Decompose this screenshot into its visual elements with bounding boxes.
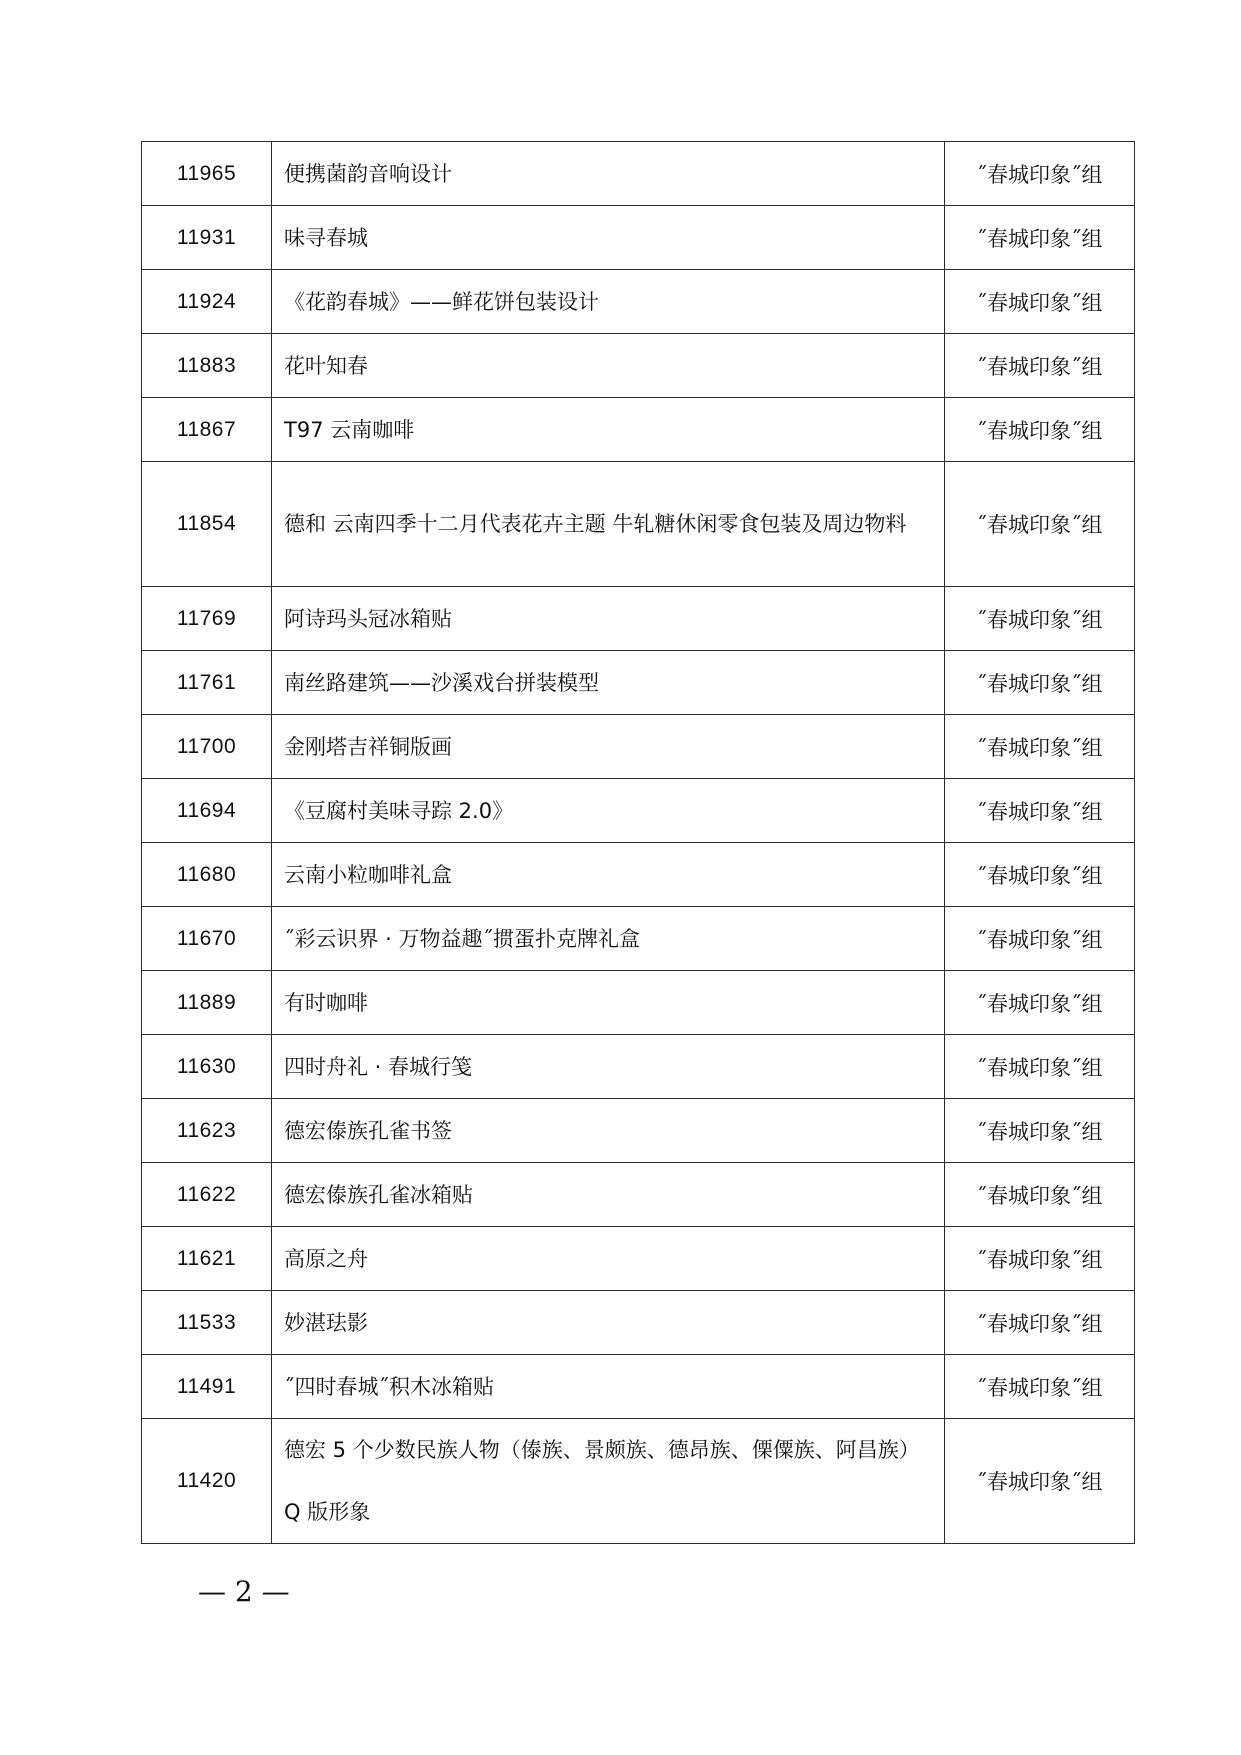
entry-group-cell: ˝春城印象˝组	[945, 715, 1135, 779]
entry-title-cell: 花叶知春	[272, 334, 945, 398]
entry-title-cell: 金刚塔吉祥铜版画	[272, 715, 945, 779]
entry-title-cell: 德宏傣族孔雀冰箱贴	[272, 1163, 945, 1227]
entry-id-cell: 11700	[142, 715, 272, 779]
entry-title-cell: 云南小粒咖啡礼盒	[272, 843, 945, 907]
table-row	[142, 587, 1135, 651]
entry-id-cell: 11965	[142, 142, 272, 206]
entry-id-cell: 11867	[142, 398, 272, 462]
table-row	[142, 1035, 1135, 1099]
entry-title-cell: 味寻春城	[272, 206, 945, 270]
entry-id-cell: 11889	[142, 971, 272, 1035]
table-row	[142, 206, 1135, 270]
table-row	[142, 142, 1135, 206]
entry-title-cell: 阿诗玛头冠冰箱贴	[272, 587, 945, 651]
table-row	[142, 1163, 1135, 1227]
entry-group-cell: ˝春城印象˝组	[945, 462, 1135, 587]
entry-id-cell: 11670	[142, 907, 272, 971]
entry-id-cell: 11854	[142, 462, 272, 587]
entry-group-cell: ˝春城印象˝组	[945, 1099, 1135, 1163]
entry-title-cell: 有时咖啡	[272, 971, 945, 1035]
table-row	[142, 334, 1135, 398]
table-row	[142, 715, 1135, 779]
entry-group-cell: ˝春城印象˝组	[945, 334, 1135, 398]
entry-title-cell: 德宏傣族孔雀书签	[272, 1099, 945, 1163]
entry-title-cell: 妙湛珐影	[272, 1291, 945, 1355]
entry-id-cell: 11769	[142, 587, 272, 651]
table-row	[142, 1227, 1135, 1291]
table-row	[142, 1099, 1135, 1163]
entry-group-cell: ˝春城印象˝组	[945, 1227, 1135, 1291]
entry-group-cell: ˝春城印象˝组	[945, 843, 1135, 907]
table-row	[142, 651, 1135, 715]
entry-group-cell: ˝春城印象˝组	[945, 142, 1135, 206]
entry-group-cell: ˝春城印象˝组	[945, 270, 1135, 334]
table-row	[142, 270, 1135, 334]
entry-title-cell: 四时舟礼 · 春城行笺	[272, 1035, 945, 1099]
entry-title-cell: 高原之舟	[272, 1227, 945, 1291]
document-table-wrapper	[141, 141, 1103, 1544]
entry-id-cell: 11630	[142, 1035, 272, 1099]
entry-title-cell: 《豆腐村美味寻踪 2.0》	[272, 779, 945, 843]
entry-group-cell: ˝春城印象˝组	[945, 1291, 1135, 1355]
entry-id-cell: 11491	[142, 1355, 272, 1419]
entry-title-cell: 便携菌韵音响设计	[272, 142, 945, 206]
entry-id-cell: 11680	[142, 843, 272, 907]
table-row	[142, 1419, 1135, 1544]
entry-group-cell: ˝春城印象˝组	[945, 1355, 1135, 1419]
table-row	[142, 971, 1135, 1035]
entry-title-cell: 德和 云南四季十二月代表花卉主题 牛轧糖休闲零食包装及周边物料	[272, 462, 945, 587]
entry-id-cell: 11924	[142, 270, 272, 334]
entry-group-cell: ˝春城印象˝组	[945, 971, 1135, 1035]
entry-id-cell: 11621	[142, 1227, 272, 1291]
table-row	[142, 907, 1135, 971]
entry-group-cell: ˝春城印象˝组	[945, 1163, 1135, 1227]
entry-title-cell: 南丝路建筑——沙溪戏台拼装模型	[272, 651, 945, 715]
entry-id-cell: 11761	[142, 651, 272, 715]
entry-title-cell: ˝彩云识界 · 万物益趣˝掼蛋扑克牌礼盒	[272, 907, 945, 971]
table-row	[142, 1291, 1135, 1355]
entry-id-cell: 11623	[142, 1099, 272, 1163]
entry-group-cell: ˝春城印象˝组	[945, 398, 1135, 462]
table-row	[142, 1355, 1135, 1419]
table-row	[142, 843, 1135, 907]
entry-title-cell: ˝四时春城˝积木冰箱贴	[272, 1355, 945, 1419]
entry-group-cell: ˝春城印象˝组	[945, 907, 1135, 971]
entry-group-cell: ˝春城印象˝组	[945, 779, 1135, 843]
entry-id-cell: 11883	[142, 334, 272, 398]
entry-group-cell: ˝春城印象˝组	[945, 587, 1135, 651]
entry-id-cell: 11420	[142, 1419, 272, 1544]
page-number: — 2 —	[198, 1575, 290, 1608]
entry-group-cell: ˝春城印象˝组	[945, 1035, 1135, 1099]
entry-id-cell: 11622	[142, 1163, 272, 1227]
table-row	[142, 398, 1135, 462]
table-row	[142, 779, 1135, 843]
entry-title-cell: T97 云南咖啡	[272, 398, 945, 462]
table-row	[142, 462, 1135, 587]
entry-group-cell: ˝春城印象˝组	[945, 651, 1135, 715]
entry-id-cell: 11931	[142, 206, 272, 270]
entries-table-body	[142, 142, 1135, 1544]
entry-group-cell: ˝春城印象˝组	[945, 206, 1135, 270]
entry-id-cell: 11694	[142, 779, 272, 843]
entry-group-cell: ˝春城印象˝组	[945, 1419, 1135, 1544]
entry-id-cell: 11533	[142, 1291, 272, 1355]
entry-title-cell: 《花韵春城》——鲜花饼包装设计	[272, 270, 945, 334]
entry-title-cell: 德宏 5 个少数民族人物（傣族、景颇族、德昂族、傈僳族、阿昌族）Q 版形象	[272, 1419, 945, 1544]
entries-table	[141, 141, 1135, 1544]
